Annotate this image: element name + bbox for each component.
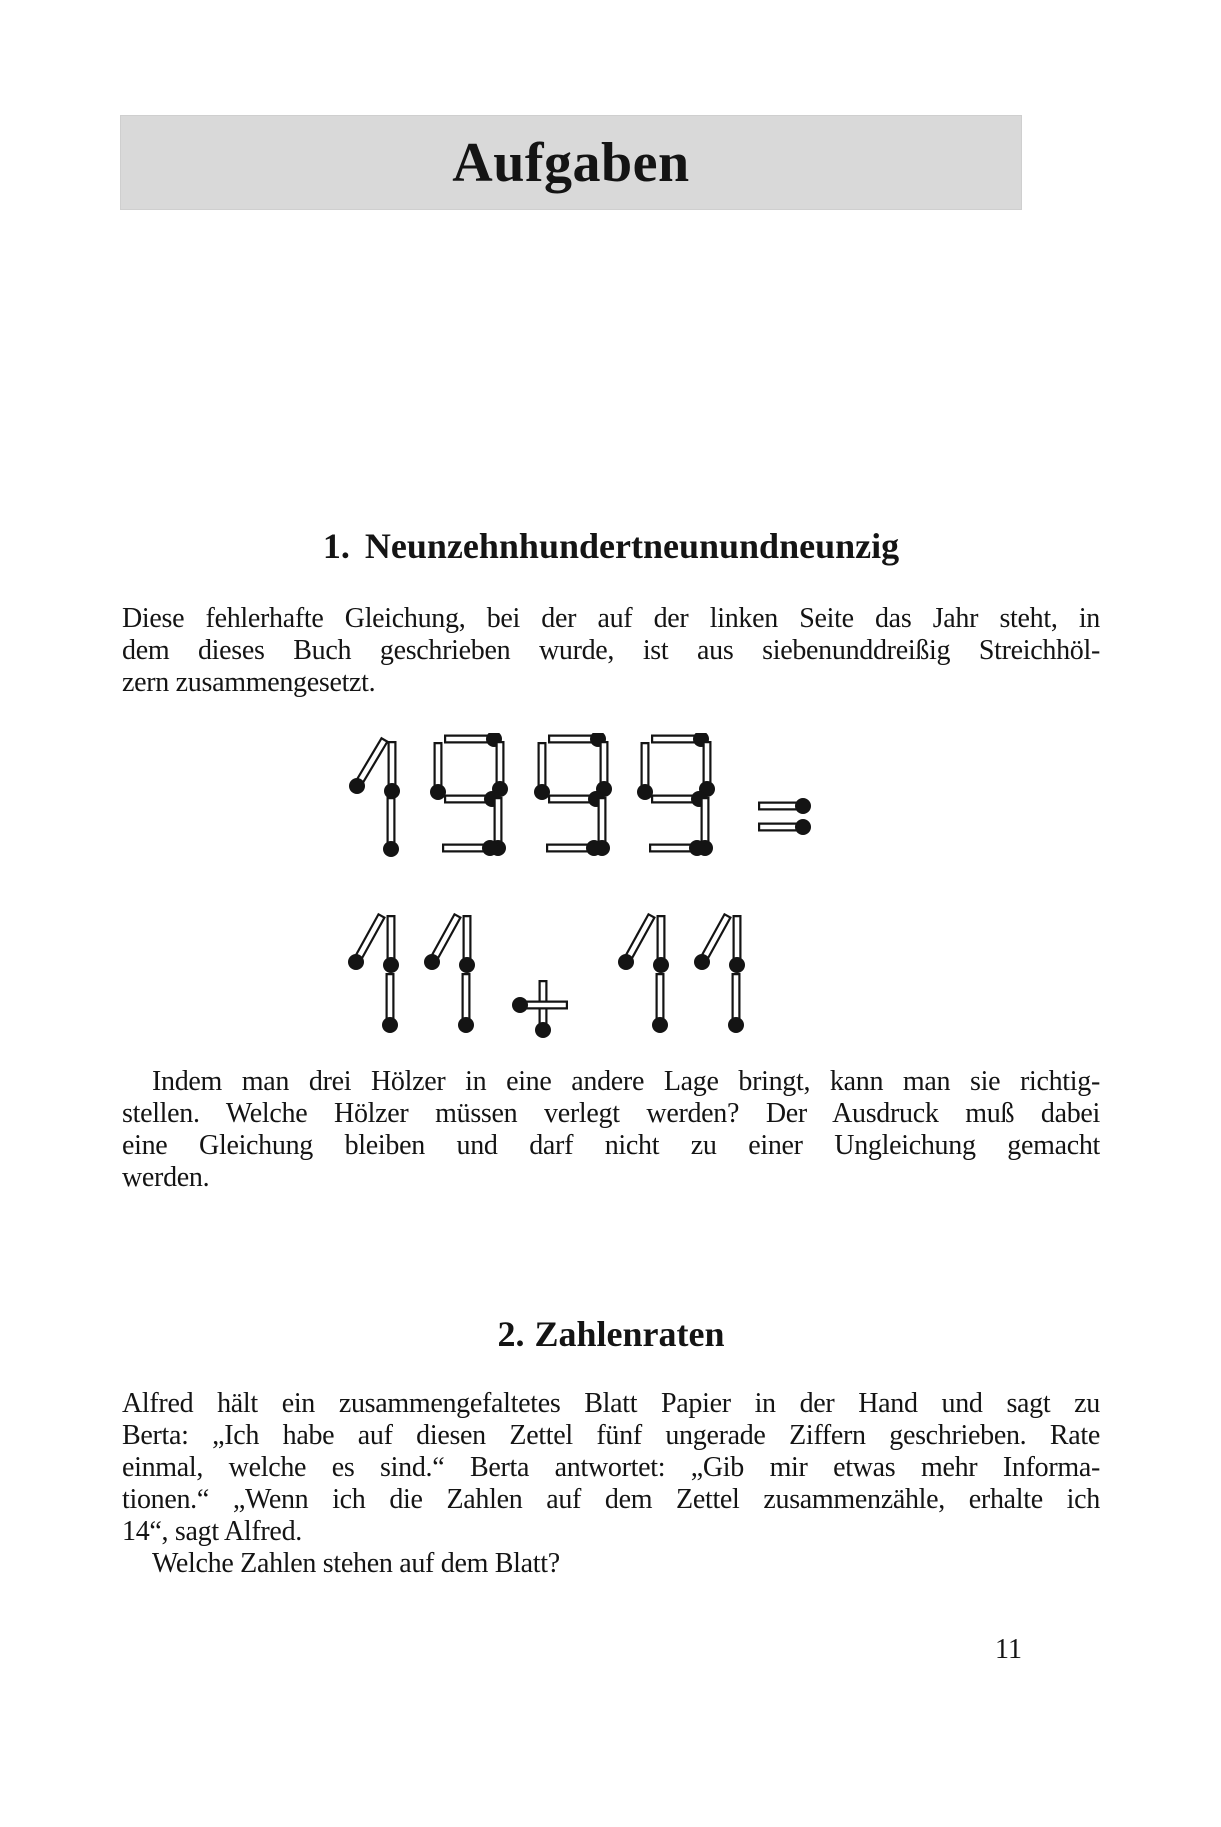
section-2-paragraph — [122, 1388, 1100, 1580]
matchstick-head — [512, 997, 528, 1013]
text-line: Indem man drei Hölzer in eine andere Lage bringt, kann man sie richtig- — [152, 1066, 1100, 1097]
matchstick-head — [795, 819, 811, 835]
section-2-title: Zahlenraten — [534, 1314, 725, 1354]
matchstick-head — [652, 1017, 668, 1033]
matchstick-head — [586, 840, 602, 856]
matchstick-head — [383, 841, 399, 857]
section-1-number: 1. — [322, 526, 350, 566]
text-line: Berta: „Ich habe auf diesen Zettel fünf ungerade Ziffern geschrieben. Rate — [122, 1420, 1100, 1451]
text-line: 14“, sagt Alfred. — [122, 1516, 302, 1547]
matchstick-head — [384, 783, 400, 799]
chapter-title: Aufgaben — [452, 131, 690, 194]
text-line: Diese fehlerhafte Gleichung, bei der auf der linken Seite das Jahr steht, in — [122, 603, 1100, 634]
matchstick-body — [627, 917, 651, 960]
matchstick-body — [358, 741, 384, 784]
text-line: tionen.“ „Wenn ich die Zahlen auf dem Zettel zusammenzähle, erhalte ich — [122, 1484, 1100, 1515]
text-line: Welche Zahlen stehen auf dem Blatt? — [152, 1548, 560, 1579]
matchstick-body — [357, 917, 381, 960]
text-line: einmal, welche es sind.“ Berta antwortet: „Gib mir etwas mehr Informa- — [122, 1452, 1100, 1483]
section-1-intro-paragraph — [122, 603, 1100, 699]
matchstick-head — [694, 954, 710, 970]
matchstick-head — [348, 954, 364, 970]
text-line: eine Gleichung bleiben und darf nicht zu einer Ungleichung gemacht — [122, 1130, 1100, 1161]
matchstick-body — [433, 917, 457, 960]
text-line: werden. — [122, 1162, 210, 1193]
matchstick-head — [535, 1022, 551, 1038]
matchstick-head — [534, 784, 550, 800]
matchstick-head — [795, 798, 811, 814]
matchstick-head — [653, 957, 669, 973]
section-2-heading — [122, 1312, 1100, 1356]
chapter-header — [120, 115, 1022, 210]
matchstick-head — [424, 954, 440, 970]
section-1-heading — [122, 524, 1100, 568]
matchstick-head — [459, 957, 475, 973]
matchstick-body — [703, 917, 727, 960]
section-2-number: 2. — [497, 1314, 525, 1354]
matchstick-head — [458, 1017, 474, 1033]
matchstick-head — [618, 954, 634, 970]
matchstick-head — [382, 1017, 398, 1033]
matchstick-head — [637, 784, 653, 800]
text-line: stellen. Welche Hölzer müssen verlegt werden? Der Ausdruck muß dabei — [122, 1098, 1100, 1129]
matchstick-head — [482, 840, 498, 856]
matchstick-expression-11-plus-11 — [300, 905, 820, 1040]
text-line: Alfred hält ein zusammengefaltetes Blatt Papier in der Hand und sagt zu — [122, 1388, 1100, 1419]
text-line: dem dieses Buch geschrieben wurde, ist aus siebenunddreißig Streichhöl- — [122, 635, 1100, 666]
matchstick-head — [729, 957, 745, 973]
section-1-question-paragraph — [122, 1066, 1100, 1194]
matchstick-head — [430, 784, 446, 800]
section-1-title: Neunzehnhundertneunundneunzig — [364, 526, 900, 566]
text-line: zern zusammengesetzt. — [122, 667, 376, 698]
matchstick-head — [383, 957, 399, 973]
matchstick-head — [689, 840, 705, 856]
matchstick-head — [728, 1017, 744, 1033]
page-number: 11 — [995, 1634, 1022, 1665]
matchstick-head — [349, 778, 365, 794]
matchstick-equation-1999-equals — [300, 733, 820, 858]
